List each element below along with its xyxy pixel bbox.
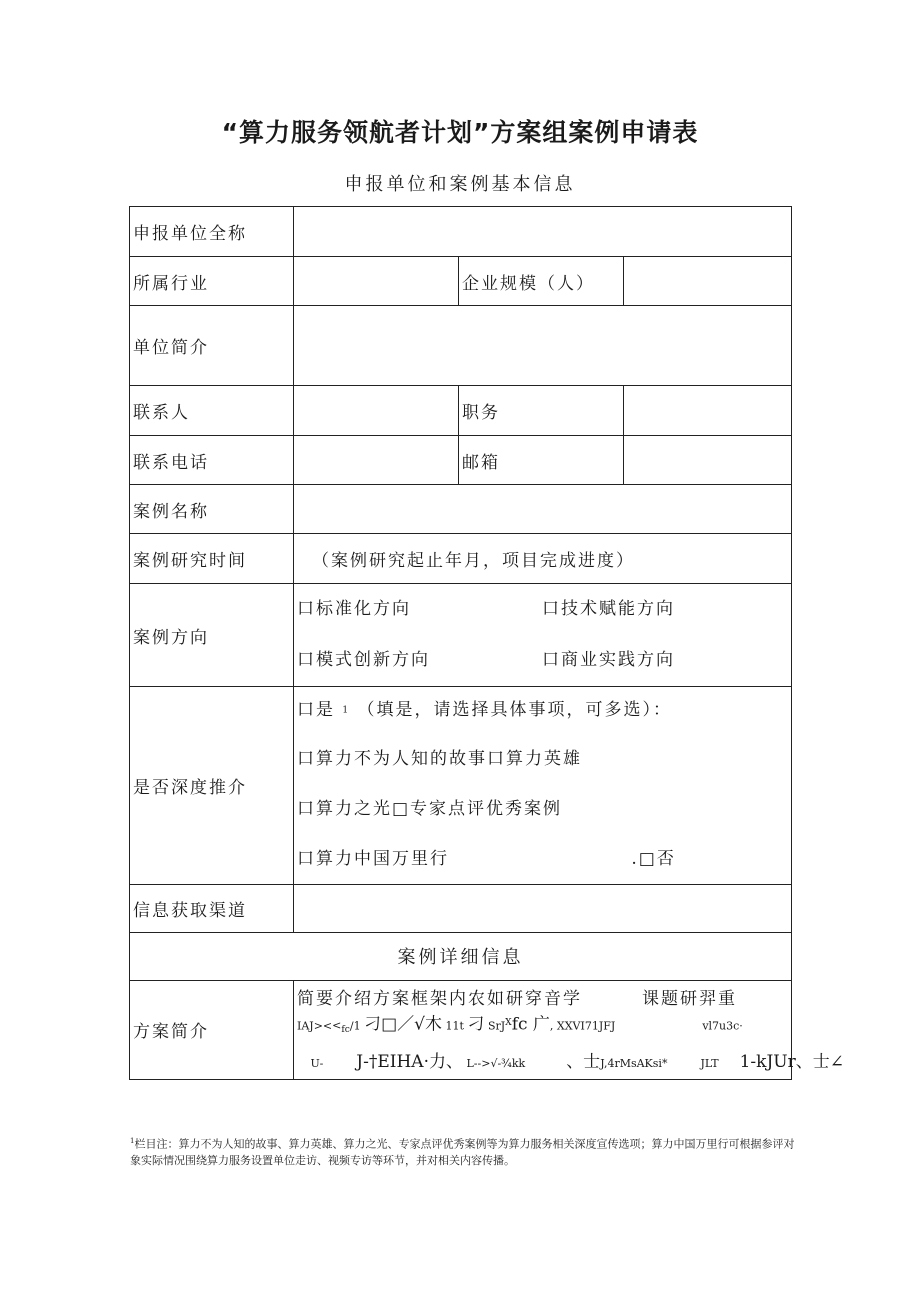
checkbox-yes[interactable]: 口是 xyxy=(297,700,335,720)
field-position[interactable] xyxy=(624,386,792,436)
footnote-text: 栏目注：算力不为人知的故事、算力英雄、算力之光、专家点评优秀案例等为算力服务相关深度宣传选项；算力中国万里行可根据参评对象实际情况围绕算力服务设置单位走访、视频专访等环节，并对相关内容传播。 xyxy=(130,1137,795,1167)
label-plan-intro: 方案简介 xyxy=(130,980,294,1079)
label-industry: 所属行业 xyxy=(130,257,294,306)
checkbox-model-innovation[interactable]: 口模式创新方向 xyxy=(297,650,430,670)
checkbox-no[interactable]: .□否 xyxy=(631,848,676,869)
yes-instruction: （填是，请选择具体事项，可多选）： xyxy=(357,700,673,720)
section-subtitle: 申报单位和案例基本信息 xyxy=(344,174,576,195)
checkbox-untold-story-hero[interactable]: 口算力不为人知的故事口算力英雄 xyxy=(297,748,582,769)
field-case-direction xyxy=(294,584,792,687)
label-research-time: 案例研究时间 xyxy=(130,534,294,584)
field-research-time[interactable]: （案例研究起止年月，项目完成进度） xyxy=(294,534,792,584)
label-case-direction: 案例方向 xyxy=(130,584,294,687)
label-unit-intro: 单位简介 xyxy=(130,306,294,386)
label-deep-promo: 是否深度推介 xyxy=(130,687,294,885)
checkbox-business-practice[interactable]: 口商业实践方向 xyxy=(542,650,675,670)
row-unit-full-name xyxy=(130,207,792,257)
row-industry xyxy=(130,257,792,306)
row-unit-intro xyxy=(130,306,792,386)
checkbox-light-expert-review[interactable]: 口算力之光□专家点评优秀案例 xyxy=(297,798,563,819)
footnote-number: 1 xyxy=(130,1137,135,1145)
label-contact-person: 联系人 xyxy=(130,386,294,436)
document-title: “算力服务领航者计划”方案组案例申请表 xyxy=(221,118,699,147)
footnote-ref: 1 xyxy=(342,705,351,716)
row-info-channel xyxy=(130,884,792,932)
row-contact-phone xyxy=(130,436,792,485)
field-contact-phone[interactable] xyxy=(294,436,459,485)
plan-intro-scan-line-2: U- J-†EIHA·力、 L-->√-¾kk 、士J,4rMsAKsi* JLT 1-kJUr、士∠ xyxy=(310,1052,844,1073)
application-form-table xyxy=(129,206,844,1080)
field-company-size[interactable] xyxy=(624,257,792,306)
checkbox-standardization[interactable]: 口标准化方向 xyxy=(297,599,411,619)
plan-intro-scan-line-1: $IAJ><<_{fc}/1$ 刁□／√木 11t 刁 SrJ$^X$fc 广, XXVI71JFJ vl7u3c· xyxy=(297,1014,743,1036)
field-plan-intro[interactable] xyxy=(294,980,844,1079)
field-contact-person[interactable] xyxy=(294,386,459,436)
label-case-name: 案例名称 xyxy=(130,485,294,534)
row-research-time xyxy=(130,534,792,584)
label-info-channel: 信息获取渠道 xyxy=(130,884,294,932)
row-case-direction xyxy=(130,584,792,687)
label-email: 邮箱 xyxy=(459,436,624,485)
label-position: 职务 xyxy=(459,386,624,436)
checkbox-tech-empowerment[interactable]: 口技术赋能方向 xyxy=(542,599,675,619)
field-info-channel[interactable] xyxy=(294,884,792,932)
field-unit-full-name[interactable] xyxy=(294,207,792,257)
label-unit-full-name: 申报单位全称 xyxy=(130,207,294,257)
deep-last-line xyxy=(297,834,788,884)
plan-intro-hint: 简要介绍方案框架内农如研穿音学 课题研羿重 xyxy=(297,988,737,1009)
row-plan-intro xyxy=(130,980,792,1079)
field-industry[interactable] xyxy=(294,257,459,306)
row-details-heading xyxy=(130,932,792,980)
label-contact-phone: 联系电话 xyxy=(130,436,294,485)
field-deep-promo xyxy=(294,687,792,885)
footnote xyxy=(130,1133,795,1169)
row-case-name xyxy=(130,485,792,534)
details-heading: 案例详细信息 xyxy=(130,932,792,980)
row-deep-promo xyxy=(130,687,792,885)
row-contact-person xyxy=(130,386,792,436)
field-email[interactable] xyxy=(624,436,792,485)
checkbox-china-tour[interactable]: 口算力中国万里行 xyxy=(297,848,449,869)
deep-yes-line xyxy=(297,687,788,734)
field-case-name[interactable] xyxy=(294,485,792,534)
label-company-size: 企业规模（人） xyxy=(459,257,624,306)
field-unit-intro[interactable] xyxy=(294,306,792,386)
